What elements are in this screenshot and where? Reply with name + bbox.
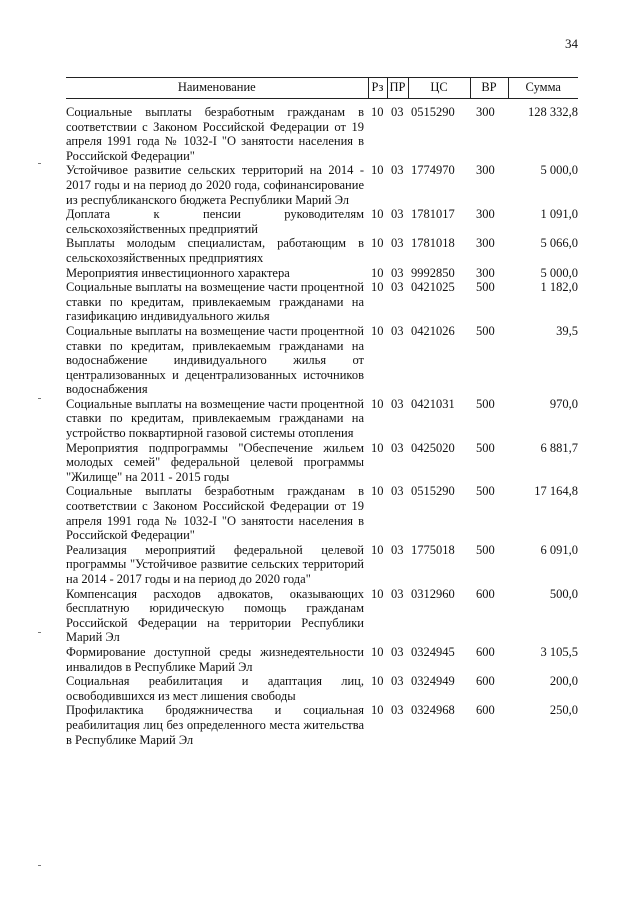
- cell-pr: 03: [391, 163, 404, 178]
- cell-sum: 1 091,0: [540, 207, 578, 222]
- header-sum: Сумма: [508, 78, 578, 99]
- table-row: [66, 441, 578, 485]
- cell-vr: 300: [476, 236, 495, 251]
- table-row: [66, 397, 578, 441]
- cell-cs: 1775018: [411, 542, 455, 557]
- cell-name: Доплата к пенсии руководителям сельскохозяйственных предприятий: [66, 207, 364, 236]
- cell-cs: 0324949: [411, 674, 455, 689]
- table-row: [66, 587, 578, 645]
- table-body: [66, 99, 578, 748]
- header-vr: ВР: [470, 78, 508, 99]
- cell-cs: 0324945: [411, 644, 455, 659]
- cell-sum: 250,0: [549, 703, 578, 718]
- cell-rz: 10: [371, 542, 384, 557]
- cell-name: Выплаты молодым специалистам, работающим в сельскохозяйственных предприятиях: [66, 236, 364, 265]
- table-row: [66, 543, 578, 587]
- cell-cs: 0421031: [411, 396, 455, 411]
- margin-mark: [38, 865, 41, 866]
- cell-name: Социальные выплаты безработным гражданам в соответствии с Законом Российской Федерации от 19 апреля 1991 года № 1032-I "О занятости населения в Российской Федерации": [66, 484, 364, 543]
- cell-sum: 3 105,5: [540, 644, 578, 659]
- cell-name: Устойчивое развитие сельских территорий на 2014 - 2017 годы и на период до 2020 года, софинансирование из республиканского бюджета Республики Марий Эл: [66, 163, 364, 207]
- cell-vr: 300: [476, 207, 495, 222]
- table-row: [66, 105, 578, 163]
- cell-rz: 10: [371, 236, 384, 251]
- cell-cs: 1781017: [411, 207, 455, 222]
- cell-rz: 10: [371, 586, 384, 601]
- table-row: [66, 703, 578, 747]
- cell-name: Мероприятия инвестиционного характера: [66, 265, 290, 280]
- page-number: 34: [565, 36, 578, 51]
- cell-cs: 9992850: [411, 265, 455, 280]
- cell-vr: 500: [476, 396, 495, 411]
- header-rz: Рз: [368, 78, 387, 99]
- cell-vr: 500: [476, 280, 495, 295]
- cell-vr: 300: [476, 105, 495, 119]
- cell-sum: 17 164,8: [534, 484, 578, 499]
- cell-name: Компенсация расходов адвокатов, оказывающих бесплатную юридическую помощь гражданам Российской Федерации на территории Республики Марий Эл: [66, 586, 364, 645]
- cell-pr: 03: [391, 484, 404, 499]
- table-header-row: [66, 78, 578, 99]
- cell-pr: 03: [391, 674, 404, 689]
- table-row: [66, 645, 578, 674]
- cell-vr: 300: [476, 265, 495, 280]
- cell-cs: 0425020: [411, 440, 455, 455]
- cell-rz: 10: [371, 163, 384, 178]
- header-name: Наименование: [66, 78, 368, 99]
- cell-pr: 03: [391, 105, 404, 119]
- cell-cs: 0515290: [411, 484, 455, 499]
- table-row: [66, 674, 578, 703]
- table-row: [66, 324, 578, 397]
- cell-name: Социальная реабилитация и адаптация лиц, освободившихся из мест лишения свободы: [66, 674, 364, 703]
- cell-pr: 03: [391, 396, 404, 411]
- cell-rz: 10: [371, 644, 384, 659]
- cell-cs: 0312960: [411, 586, 455, 601]
- cell-pr: 03: [391, 236, 404, 251]
- cell-vr: 500: [476, 323, 495, 338]
- cell-vr: 500: [476, 440, 495, 455]
- cell-cs: 0421025: [411, 280, 455, 295]
- cell-name: Социальные выплаты на возмещение части процентной ставки по кредитам, привлекаемым гражданами на газификацию индивидуального жилья: [66, 280, 364, 324]
- cell-name: Социальные выплаты на возмещение части процентной ставки по кредитам, привлекаемым гражданами на устройство поквартирной газовой системы отопления: [66, 396, 364, 441]
- cell-pr: 03: [391, 586, 404, 601]
- table-row: [66, 207, 578, 236]
- cell-sum: 5 000,0: [540, 265, 578, 280]
- cell-rz: 10: [371, 265, 384, 280]
- cell-sum: 1 182,0: [540, 280, 578, 295]
- cell-cs: 0515290: [411, 105, 455, 119]
- cell-pr: 03: [391, 207, 404, 222]
- cell-sum: 6 881,7: [540, 440, 578, 455]
- cell-pr: 03: [391, 644, 404, 659]
- cell-rz: 10: [371, 484, 384, 499]
- cell-name: Профилактика бродяжничества и социальная реабилитация лиц без определенного места жительства в Республике Марий Эл: [66, 703, 364, 747]
- margin-mark: [38, 398, 41, 399]
- cell-sum: 500,0: [549, 586, 578, 601]
- cell-sum: 128 332,8: [528, 105, 578, 119]
- table-row: [66, 484, 578, 542]
- cell-pr: 03: [391, 542, 404, 557]
- table-row: [66, 280, 578, 324]
- cell-cs: 1774970: [411, 163, 455, 178]
- cell-sum: 970,0: [549, 396, 578, 411]
- cell-sum: 200,0: [549, 674, 578, 689]
- cell-vr: 600: [476, 703, 495, 718]
- cell-vr: 500: [476, 484, 495, 499]
- cell-vr: 600: [476, 674, 495, 689]
- table-row: [66, 163, 578, 207]
- header-pr: ПР: [387, 78, 408, 99]
- cell-sum: 6 091,0: [540, 542, 578, 557]
- cell-cs: 0324968: [411, 703, 455, 718]
- cell-pr: 03: [391, 265, 404, 280]
- cell-rz: 10: [371, 280, 384, 295]
- cell-rz: 10: [371, 674, 384, 689]
- cell-vr: 300: [476, 163, 495, 178]
- table-row: [66, 236, 578, 265]
- cell-rz: 10: [371, 323, 384, 338]
- cell-rz: 10: [371, 105, 384, 119]
- cell-pr: 03: [391, 440, 404, 455]
- cell-sum: 5 000,0: [540, 163, 578, 178]
- cell-rz: 10: [371, 207, 384, 222]
- header-cs: ЦС: [408, 78, 470, 99]
- cell-vr: 500: [476, 542, 495, 557]
- cell-rz: 10: [371, 440, 384, 455]
- cell-name: Социальные выплаты безработным гражданам в соответствии с Законом Российской Федерации от 19 апреля 1991 года № 1032-I "О занятости населения в Российской Федерации": [66, 105, 364, 163]
- margin-mark: [38, 163, 41, 164]
- budget-table: [66, 77, 578, 747]
- cell-rz: 10: [371, 703, 384, 718]
- cell-cs: 1781018: [411, 236, 455, 251]
- cell-pr: 03: [391, 323, 404, 338]
- table-row: [66, 266, 578, 281]
- cell-name: Социальные выплаты на возмещение части процентной ставки по кредитам, привлекаемым гражданами на водоснабжение индивидуального жилья от централизованных и децентрализованных источников водоснабжения: [66, 323, 364, 397]
- cell-rz: 10: [371, 396, 384, 411]
- cell-name: Мероприятия подпрограммы "Обеспечение жильем молодых семей" федеральной целевой программы "Жилище" на 2011 - 2015 годы: [66, 440, 364, 484]
- cell-sum: 5 066,0: [540, 236, 578, 251]
- cell-pr: 03: [391, 280, 404, 295]
- cell-vr: 600: [476, 586, 495, 601]
- cell-pr: 03: [391, 703, 404, 718]
- cell-sum: 39,5: [556, 323, 578, 338]
- cell-cs: 0421026: [411, 323, 455, 338]
- cell-name: Формирование доступной среды жизнедеятельности инвалидов в Республике Марий Эл: [66, 644, 364, 674]
- cell-name: Реализация мероприятий федеральной целевой программы "Устойчивое развитие сельских территорий на 2014 - 2017 годы и на период до 2020 года": [66, 542, 364, 586]
- cell-vr: 600: [476, 644, 495, 659]
- margin-mark: [38, 632, 41, 633]
